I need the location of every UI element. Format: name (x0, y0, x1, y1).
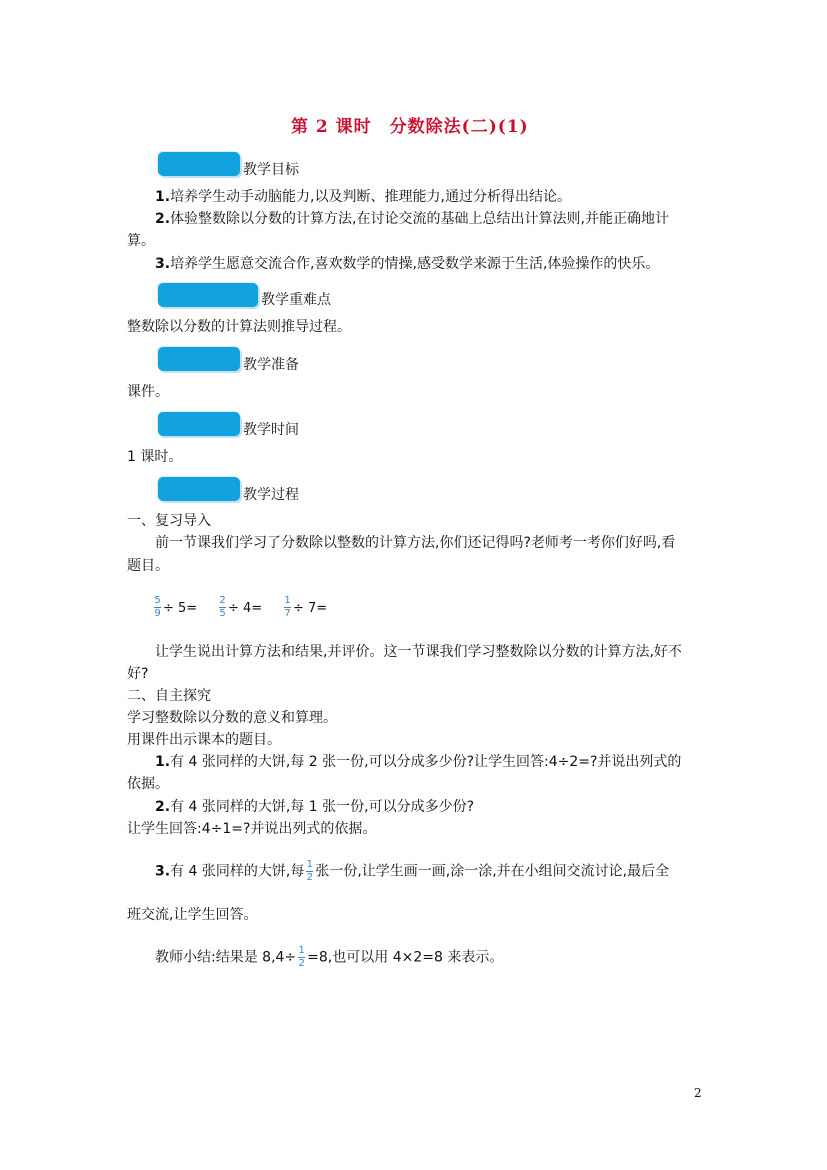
teacher-summary-fraction (298, 946, 305, 969)
preparation-text: 课件。 (127, 384, 169, 400)
exercise-1-operation: ÷ 5= (163, 601, 198, 616)
question-2-text: 有 4 张同样的大饼,每 1 张一份,可以分成多少份? (170, 799, 475, 815)
question-3-fraction (306, 860, 313, 883)
exercise-1 (152, 596, 197, 619)
exercise-2 (217, 596, 262, 619)
section-heading-time: 教学时间 (243, 422, 299, 438)
process-heading-review: 一、复习导入 (127, 513, 211, 529)
question-1-continued: 依据。 (127, 776, 169, 792)
section-heading-goals: 教学目标 (243, 162, 299, 178)
question-2-answer: 让学生回答:4÷1=?并说出列式的依据。 (127, 821, 377, 837)
process-review-text-continued: 题目。 (127, 558, 169, 574)
goal-1 (155, 187, 571, 207)
fraction-denominator: 5 (219, 608, 226, 619)
goal-2-text: 体验整数除以分数的计算方法,在讨论交流的基础上总结出计算法则,并能正确地计 (170, 211, 669, 227)
key-points-text: 整数除以分数的计算法则推导过程。 (127, 319, 351, 335)
teacher-summary-end: =8,也可以用 4×2=8 来表示。 (307, 949, 504, 966)
goal-3-text: 培养学生愿意交流合作,喜欢数学的情操,感受数学来源于生活,体验操作的快乐。 (170, 256, 660, 272)
fraction-denominator: 2 (298, 958, 305, 969)
fraction-numerator: 1 (284, 595, 291, 606)
section-heading-key-points: 教学重难点 (261, 292, 331, 308)
exercise-3-fraction (284, 596, 291, 619)
goal-3 (155, 254, 659, 274)
question-3-text-start: 有 4 张同样的大饼,每 (170, 863, 305, 880)
question-1-text: 有 4 张同样的大饼,每 2 张一份,可以分成多少份?让学生回答:4÷2=?并说出列式的 (170, 754, 682, 770)
section-tag-key-points (158, 283, 258, 307)
teacher-summary (155, 946, 503, 969)
process-explore-text: 学习整数除以分数的意义和算理。 (127, 710, 337, 726)
process-evaluation-text: 让学生说出计算方法和结果,并评价。这一节课我们学习整数除以分数的计算方法,好不 (155, 644, 682, 660)
section-tag-time (158, 412, 240, 436)
exercise-1-fraction (154, 596, 161, 619)
goal-2-number: 2. (155, 211, 171, 227)
fraction-numerator: 5 (154, 595, 161, 606)
section-tag-process (158, 477, 240, 501)
exercise-2-operation: ÷ 4= (228, 601, 263, 616)
question-1 (155, 752, 681, 772)
exercise-3-operation: ÷ 7= (293, 601, 328, 616)
fraction-numerator: 1 (306, 859, 314, 870)
fraction-numerator: 2 (219, 595, 226, 606)
fraction-denominator: 2 (306, 872, 314, 883)
goal-1-number: 1. (155, 189, 171, 205)
question-3-continued: 班交流,让学生回答。 (127, 907, 258, 923)
goal-3-number: 3. (155, 256, 171, 272)
teacher-summary-start: 教师小结:结果是 8,4÷ (155, 949, 297, 966)
page-number: 2 (694, 1086, 702, 1100)
question-2 (155, 797, 474, 817)
question-3-text-end: 张一份,让学生画一画,涂一涂,并在小组间交流讨论,最后全 (315, 863, 670, 880)
section-tag-goals (158, 152, 240, 176)
question-3-number: 3. (155, 863, 171, 880)
question-1-number: 1. (155, 754, 171, 770)
fraction-denominator: 7 (284, 608, 291, 619)
process-evaluation-text-continued: 好? (127, 666, 149, 682)
exercise-2-fraction (219, 596, 226, 619)
question-2-number: 2. (155, 799, 171, 815)
process-heading-explore: 二、自主探究 (127, 688, 211, 704)
section-heading-process: 教学过程 (243, 487, 299, 503)
fraction-numerator: 1 (298, 945, 305, 956)
time-text: 1 课时。 (127, 449, 183, 465)
section-heading-preparation: 教学准备 (243, 357, 299, 373)
question-3 (155, 860, 669, 883)
section-tag-preparation (158, 347, 240, 371)
process-review-text: 前一节课我们学习了分数除以整数的计算方法,你们还记得吗?老师考一考你们好吗,看 (155, 535, 676, 551)
process-courseware-text: 用课件出示课本的题目。 (127, 732, 281, 748)
fraction-denominator: 9 (154, 608, 161, 619)
goal-1-text: 培养学生动手动脑能力,以及判断、推理能力,通过分析得出结论。 (170, 189, 571, 205)
goal-2 (155, 209, 669, 229)
exercise-3 (282, 596, 327, 619)
goal-2-continued: 算。 (127, 233, 155, 249)
page-title: 第 2 课时 分数除法(二)(1) (291, 117, 529, 137)
